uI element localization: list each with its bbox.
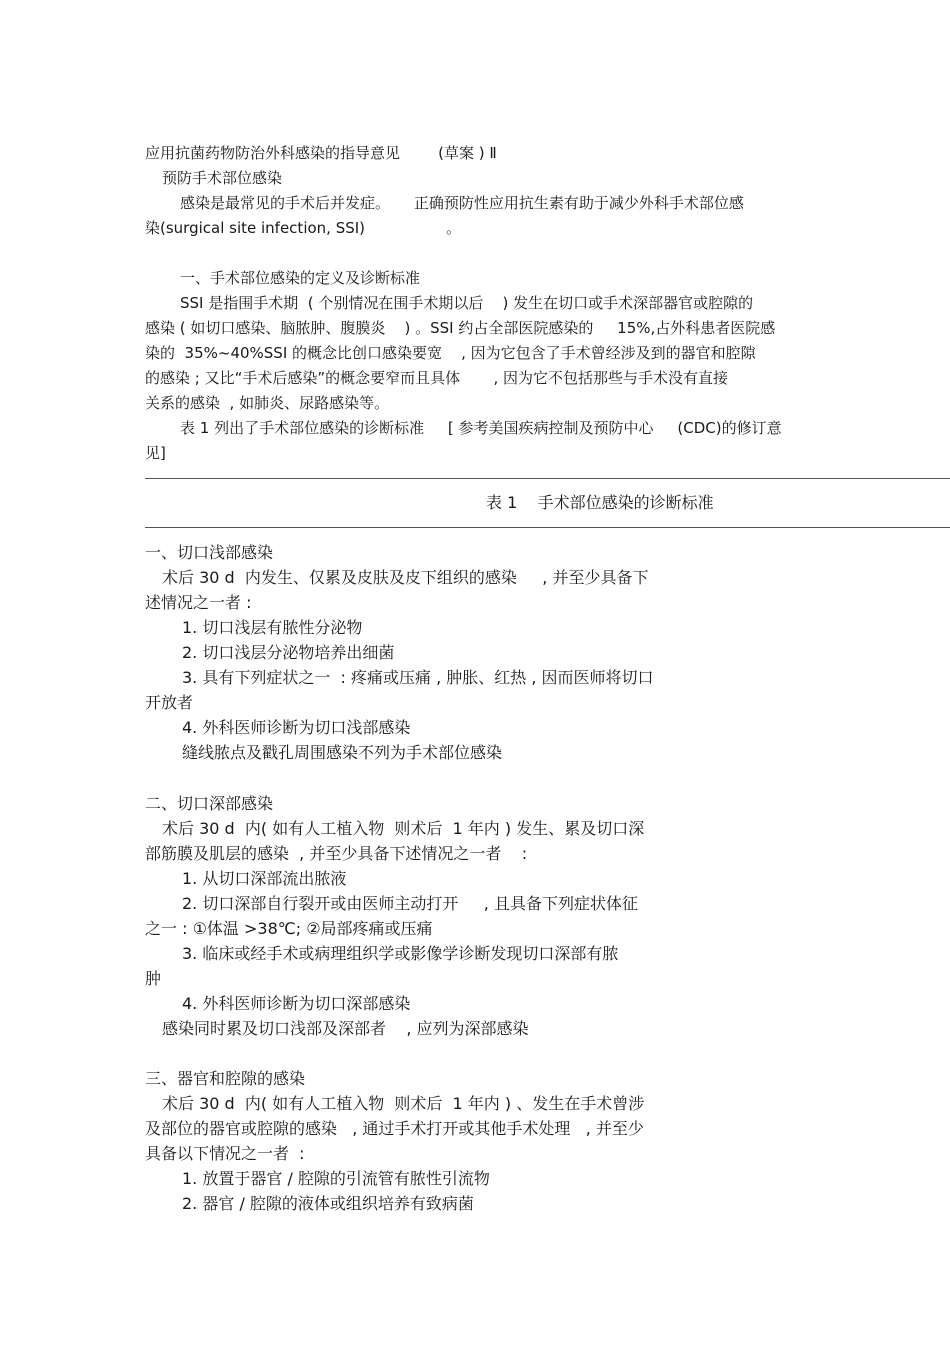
- criteria-item: 1. 从切口深部流出脓液: [182, 869, 347, 888]
- criteria-item: 4. 外科医师诊断为切口深部感染: [182, 994, 411, 1013]
- criteria-item: 4. 外科医师诊断为切口浅部感染: [182, 718, 411, 737]
- criteria-line: 述情况之一者 :: [145, 593, 252, 612]
- criteria-note: 感染同时累及切口浅部及深部者 , 应列为深部感染: [162, 1019, 529, 1038]
- paragraph-line: 染的 35%~40%SSI 的概念比创口感染要宽 , 因为它包含了手术曾经涉及到的器官和腔隙: [145, 344, 756, 362]
- criteria-item: 之一 : ①体温 >38℃; ②局部疼痛或压痛: [145, 919, 433, 938]
- criteria-heading: 二、切口深部感染: [145, 794, 274, 813]
- paragraph-line: 关系的感染 , 如肺炎、尿路感染等。: [145, 394, 390, 412]
- intro-line: 染(surgical site infection, SSI) 。: [145, 219, 462, 237]
- table-header-rule: [145, 527, 950, 528]
- criteria-heading: 三、器官和腔隙的感染: [145, 1069, 306, 1088]
- paragraph-line: 见]: [145, 444, 166, 462]
- criteria-heading: 一、切口浅部感染: [145, 543, 274, 562]
- criteria-item: 2. 切口浅层分泌物培养出细菌: [182, 643, 395, 662]
- criteria-item: 3. 具有下列症状之一 : 疼痛或压痛 , 肿胀、红热 , 因而医师将切口: [182, 668, 654, 687]
- criteria-line: 部筋膜及肌层的感染 , 并至少具备下述情况之一者 :: [145, 844, 528, 863]
- section-heading: 一、手术部位感染的定义及诊断标准: [180, 269, 421, 287]
- criteria-line: 术后 30 d 内( 如有人工植入物 则术后 1 年内 ) 、发生在手术曾涉: [162, 1094, 645, 1113]
- criteria-line: 术后 30 d 内( 如有人工植入物 则术后 1 年内 ) 发生、累及切口深: [162, 819, 645, 838]
- criteria-item: 肿: [145, 969, 162, 988]
- criteria-item: 1. 放置于器官 / 腔隙的引流管有脓性引流物: [182, 1169, 490, 1188]
- document-subtitle: 预防手术部位感染: [162, 169, 283, 187]
- criteria-item: 2. 切口深部自行裂开或由医师主动打开 , 且具备下列症状体征: [182, 894, 638, 913]
- criteria-line: 术后 30 d 内发生、仅累及皮肤及皮下组织的感染 , 并至少具备下: [162, 568, 649, 587]
- paragraph-line: 表 1 列出了手术部位感染的诊断标准 [ 参考美国疾病控制及预防中心 (CDC)的修订意: [180, 419, 782, 437]
- criteria-line: 具备以下情况之一者 :: [145, 1144, 305, 1163]
- table-top-rule: [145, 478, 950, 479]
- criteria-item: 1. 切口浅层有脓性分泌物: [182, 618, 363, 637]
- paragraph-line: 感染 ( 如切口感染、脑脓肿、腹膜炎 ) 。SSI 约占全部医院感染的 15%,占外科患者医院感: [145, 319, 776, 337]
- criteria-line: 及部位的器官或腔隙的感染 , 通过手术打开或其他手术处理 , 并至少: [145, 1119, 644, 1138]
- document-title: 应用抗菌药物防治外科感染的指导意见 (草案 ) Ⅱ: [145, 144, 497, 162]
- paragraph-line: SSI 是指围手术期 ( 个别情况在围手术期以后 ) 发生在切口或手术深部器官或腔隙的: [180, 294, 754, 312]
- intro-line: 感染是最常见的手术后并发症。 正确预防性应用抗生素有助于减少外科手术部位感: [180, 194, 744, 212]
- paragraph-line: 的感染 ; 又比“手术后感染”的概念要窄而且具体 , 因为它不包括那些与手术没有直接: [145, 369, 729, 387]
- table-caption: 表 1 手术部位感染的诊断标准: [486, 493, 714, 512]
- criteria-item: 2. 器官 / 腔隙的液体或组织培养有致病菌: [182, 1194, 474, 1213]
- criteria-item: 开放者: [145, 693, 194, 712]
- criteria-note: 缝线脓点及戳孔周围感染不列为手术部位感染: [182, 743, 503, 762]
- criteria-item: 3. 临床或经手术或病理组织学或影像学诊断发现切口深部有脓: [182, 944, 619, 963]
